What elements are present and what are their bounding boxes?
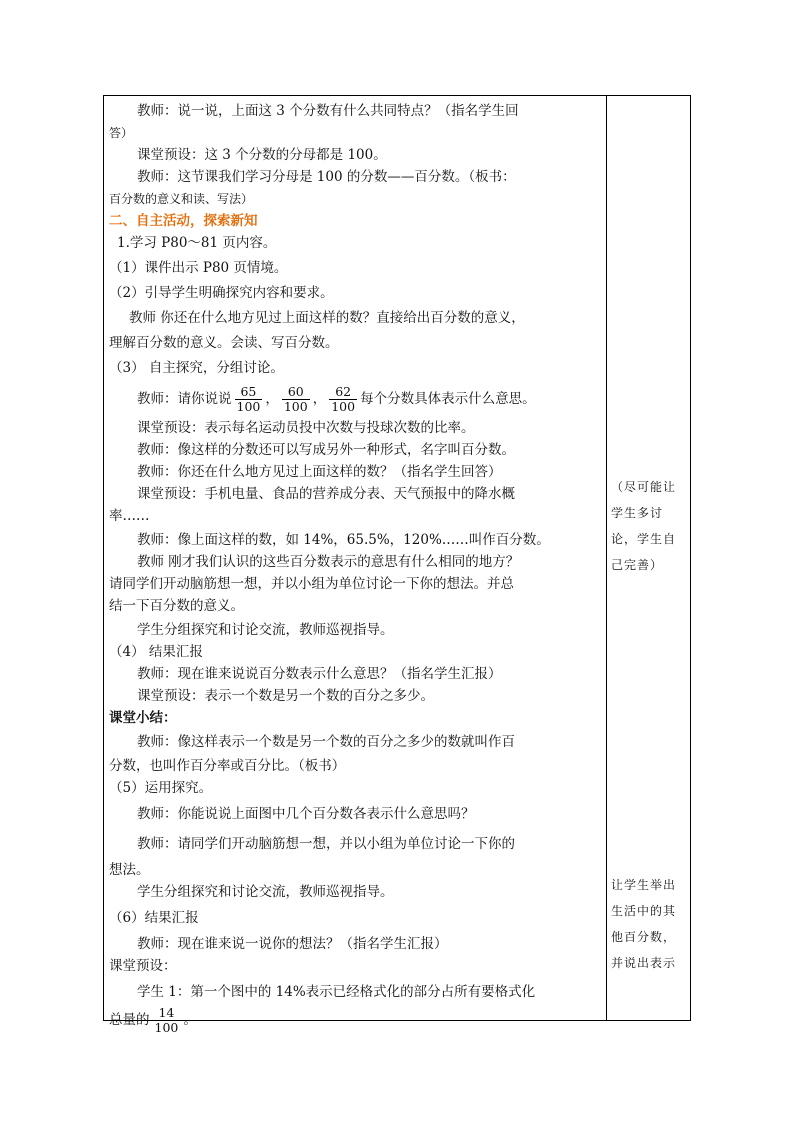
line: 教师：像上面这样的数，如 14%，65.5%，120%……叫作百分数。 xyxy=(137,532,550,548)
line: 率…… xyxy=(109,508,150,524)
fraction-60-100: $\frac{60}{100}$ xyxy=(283,384,308,414)
line: 教师：像这样表示一个数是另一个数的百分之多少的数就叫作百 xyxy=(137,734,515,750)
line: 分数，也叫作百分率或百分比。（板书） xyxy=(109,758,346,774)
fraction-line xyxy=(109,1003,601,1037)
line: 教师：这节课我们学习分母是 100 的分数——百分数。（板书： xyxy=(137,169,516,185)
line: 教师：现在谁来说说百分数表示什么意思？（指名学生汇报） xyxy=(137,666,502,682)
line-text: 。 xyxy=(183,1012,197,1028)
main-column xyxy=(109,100,601,1037)
side-note-text: 让学生举出生活中的其他百分数，并说出表示 xyxy=(611,878,677,970)
line: 教师：请同学们开动脑筋想一想，并以小组为单位讨论一下你的 xyxy=(137,836,515,852)
line: （5）运用探究。 xyxy=(109,780,213,796)
line: 课堂预设：这 3 个分数的分母都是 100。 xyxy=(137,147,387,163)
line: 教师：像这样的分数还可以写成另外一种形式，名字叫百分数。 xyxy=(137,442,515,458)
line: 理解百分数的意义。会读、写百分数。 xyxy=(109,335,339,351)
line: （3） 自主探究，分组讨论。 xyxy=(109,360,284,376)
line: （2）引导学生明确探究内容和要求。 xyxy=(109,285,334,301)
line: 教师 刚才我们认识的这些百分数表示的意思有什么相同的地方？ xyxy=(137,554,520,570)
line: 学生 1：第一个图中的 14%表示已经格式化的部分占所有要格式化 xyxy=(137,984,536,1000)
side-note-2 xyxy=(611,872,685,976)
line: 百分数的意义和读、写法） xyxy=(109,192,254,206)
line-text: 总量的 xyxy=(109,1012,150,1028)
side-note-1 xyxy=(611,474,685,578)
summary-heading: 课堂小结： xyxy=(109,710,177,726)
line: 课堂预设：表示每名运动员投中次数与投球次数的比率。 xyxy=(137,420,475,436)
line: 教师：现在谁来说一说你的想法？（指名学生汇报） xyxy=(137,936,448,952)
line: 学生分组探究和讨论交流，教师巡视指导。 xyxy=(137,622,394,638)
line: 学生分组探究和讨论交流，教师巡视指导。 xyxy=(137,884,394,900)
line: 教师：你能说说上面图中几个百分数各表示什么意思吗？ xyxy=(137,806,475,822)
line: （1）课件出示 P80 页情境。 xyxy=(109,260,288,276)
side-note-text: （尽可能让学生多讨论，学生自己完善） xyxy=(611,480,677,572)
line: 请同学们开动脑筋想一想，并以小组为单位讨论一下你的想法。并总 xyxy=(109,576,514,592)
fraction-62-100: $\frac{62}{100}$ xyxy=(331,384,356,414)
line-text: 每个分数具体表示什么意思。 xyxy=(360,391,536,407)
lesson-table xyxy=(103,95,691,1035)
fraction-14-100: $\frac{14}{100}$ xyxy=(154,1005,179,1035)
line: 课堂预设：手机电量、食品的营养成分表、天气预报中的降水概 xyxy=(137,486,515,502)
line: 教师：说一说，上面这 3 个分数有什么共同特点？（指名学生回 xyxy=(137,103,519,119)
line: （6）结果汇报 xyxy=(109,910,199,926)
section-heading: 二、自主活动，探索新知 xyxy=(109,213,258,229)
column-divider xyxy=(606,96,607,1020)
line: （4） 结果汇报 xyxy=(109,644,203,660)
line: 1.学习 P80～81 页内容。 xyxy=(117,235,277,251)
fraction-line: 教师：请你说说 $\frac{65}{100}$ ， $\frac{60}{100}$ ， $\frac{62}{100}$ 每个分数具体表示什么意思。 xyxy=(137,384,536,414)
line-text: 教师：请你说说 xyxy=(137,391,232,407)
line: 结一下百分数的意义。 xyxy=(109,598,244,614)
line: 答） xyxy=(109,126,134,140)
line: 想法。 xyxy=(109,862,150,878)
line: 教师：你还在什么地方见过上面这样的数？（指名学生回答） xyxy=(137,464,502,480)
line: 课堂预设：表示一个数是另一个数的百分之多少。 xyxy=(137,688,434,704)
line: 课堂预设： xyxy=(109,958,177,974)
line: 教师 你还在什么地方见过上面这样的数？直接给出百分数的意义， xyxy=(129,310,525,326)
fraction-65-100: $\frac{65}{100}$ xyxy=(236,384,261,414)
